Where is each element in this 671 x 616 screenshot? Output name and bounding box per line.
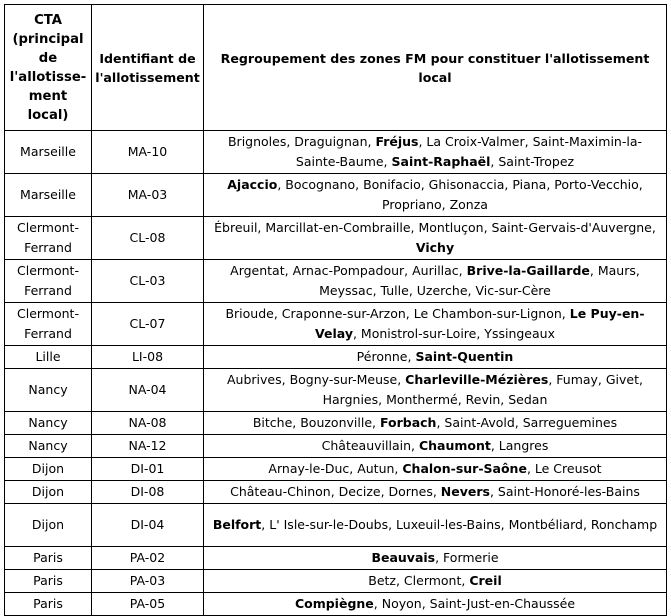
zones-cell <box>204 458 667 481</box>
header-row <box>5 5 667 131</box>
zones-cell <box>204 131 667 174</box>
zones-cell <box>204 481 667 504</box>
table-row <box>5 458 667 481</box>
header-zones: Regroupement des zones FM pour constituer l'allotissement local <box>204 5 667 131</box>
locality-text: Châteauvillain, <box>321 438 419 453</box>
main-locality: Compiègne <box>294 596 374 611</box>
locality-text: , Le Creusot <box>526 461 602 476</box>
main-locality: Nevers <box>440 484 490 499</box>
locality-text: , Formerie <box>435 550 499 565</box>
cta-cell: Clermont-Ferrand <box>5 217 92 260</box>
locality-text: Brioude, Craponne-sur-Arzon, Le Chambon-sur-Lignon, <box>225 306 570 321</box>
main-locality: Charleville-Mézières <box>405 372 549 387</box>
locality-text: , Maurs, Meyssac, Tulle, Uzerche, Vic-sur-Cère <box>319 263 640 298</box>
cta-cell: Paris <box>5 547 92 570</box>
zones-cell <box>204 217 667 260</box>
cta-cell: Paris <box>5 593 92 616</box>
zones-cell <box>204 547 667 570</box>
locality-text: Brignoles, Draguignan, <box>227 134 376 149</box>
zones-cell <box>204 174 667 217</box>
locality-text: Bitche, Bouzonville, <box>252 415 380 430</box>
header-id: Identifiant de l'allotissement <box>92 5 204 131</box>
locality-text: Château-Chinon, Decize, Dornes, <box>230 484 441 499</box>
table-row <box>5 174 667 217</box>
locality-text: , Langres <box>490 438 549 453</box>
locality-text: Péronne, <box>356 349 416 364</box>
cta-cell: Dijon <box>5 504 92 547</box>
locality-text: , Fumay, Givet, Hargnies, Monthermé, Revin, Sedan <box>322 372 643 407</box>
table-row <box>5 131 667 174</box>
table-row <box>5 260 667 303</box>
table-row <box>5 504 667 547</box>
locality-text: , Noyon, Saint-Just-en-Chaussée <box>373 596 576 611</box>
zones-cell <box>204 412 667 435</box>
table-row <box>5 346 667 369</box>
main-locality: Chalon-sur-Saône <box>402 461 527 476</box>
zones-cell <box>204 369 667 412</box>
locality-text: Argentat, Arnac-Pompadour, Aurillac, <box>230 263 467 278</box>
table-row <box>5 570 667 593</box>
locality-text: , Monistrol-sur-Loire, Yssingeaux <box>352 326 555 341</box>
locality-text: , Saint-Avold, Sarreguemines <box>436 415 618 430</box>
main-locality: Ajaccio <box>227 177 278 192</box>
cta-cell: Clermont-Ferrand <box>5 303 92 346</box>
zones-cell <box>204 435 667 458</box>
cta-cell: Nancy <box>5 435 92 458</box>
cta-cell: Clermont-Ferrand <box>5 260 92 303</box>
table-row <box>5 369 667 412</box>
allotment-id-cell: DI-04 <box>92 504 204 547</box>
allotment-id-cell: DI-01 <box>92 458 204 481</box>
cta-cell: Lille <box>5 346 92 369</box>
allotment-id-cell: MA-03 <box>92 174 204 217</box>
table-row <box>5 435 667 458</box>
cta-cell: Marseille <box>5 174 92 217</box>
locality-text: , Bocognano, Bonifacio, Ghisonaccia, Piana, Porto-Vecchio, Propriano, Zonza <box>277 177 643 212</box>
locality-text: Aubrives, Bogny-sur-Meuse, <box>227 372 406 387</box>
cta-cell: Dijon <box>5 481 92 504</box>
main-locality: Brive-la-Gaillarde <box>466 263 590 278</box>
main-locality: Beauvais <box>371 550 436 565</box>
main-locality: Fréjus <box>375 134 419 149</box>
main-locality: Vichy <box>415 240 455 255</box>
main-locality: Creil <box>469 573 502 588</box>
cta-cell: Dijon <box>5 458 92 481</box>
main-locality: Saint-Quentin <box>415 349 514 364</box>
allotment-id-cell: PA-02 <box>92 547 204 570</box>
header-cta: CTA (principal de l'allotisse-ment local) <box>5 5 92 131</box>
main-locality: Saint-Raphaël <box>391 154 491 169</box>
main-locality: Forbach <box>379 415 437 430</box>
cta-cell: Nancy <box>5 412 92 435</box>
main-locality: Belfort <box>212 517 262 532</box>
cta-cell: Paris <box>5 570 92 593</box>
locality-text: , L' Isle-sur-le-Doubs, Luxeuil-les-Bains, Montbéliard, Ronchamp <box>261 517 658 532</box>
zones-cell <box>204 593 667 616</box>
cta-cell: Nancy <box>5 369 92 412</box>
table-row <box>5 481 667 504</box>
main-locality: Le Puy-en-Velay <box>315 306 645 341</box>
locality-text: Ébreuil, Marcillat-en-Combraille, Montluçon, Saint-Gervais-d'Auvergne, <box>214 220 656 235</box>
allotment-id-cell: NA-12 <box>92 435 204 458</box>
allotment-table <box>4 4 667 616</box>
locality-text: , La Croix-Valmer, Saint-Maximin-la-Sainte-Baume, <box>295 134 643 169</box>
table-row <box>5 547 667 570</box>
allotment-id-cell: LI-08 <box>92 346 204 369</box>
allotment-id-cell: DI-08 <box>92 481 204 504</box>
allotment-id-cell: PA-05 <box>92 593 204 616</box>
table-row <box>5 217 667 260</box>
allotment-id-cell: MA-10 <box>92 131 204 174</box>
table-row <box>5 303 667 346</box>
zones-cell <box>204 303 667 346</box>
zones-cell <box>204 504 667 547</box>
locality-text: Betz, Clermont, <box>368 573 470 588</box>
table-row <box>5 593 667 616</box>
allotment-id-cell: CL-07 <box>92 303 204 346</box>
locality-text: , Saint-Honoré-les-Bains <box>489 484 640 499</box>
allotment-id-cell: NA-08 <box>92 412 204 435</box>
zones-cell <box>204 346 667 369</box>
locality-text: Arnay-le-Duc, Autun, <box>268 461 403 476</box>
allotment-id-cell: CL-03 <box>92 260 204 303</box>
main-locality: Chaumont <box>418 438 491 453</box>
zones-cell <box>204 260 667 303</box>
allotment-id-cell: PA-03 <box>92 570 204 593</box>
cta-cell: Marseille <box>5 131 92 174</box>
locality-text: , Saint-Tropez <box>490 154 575 169</box>
table-row <box>5 412 667 435</box>
table-body <box>5 131 667 616</box>
allotment-id-cell: NA-04 <box>92 369 204 412</box>
allotment-id-cell: CL-08 <box>92 217 204 260</box>
zones-cell <box>204 570 667 593</box>
